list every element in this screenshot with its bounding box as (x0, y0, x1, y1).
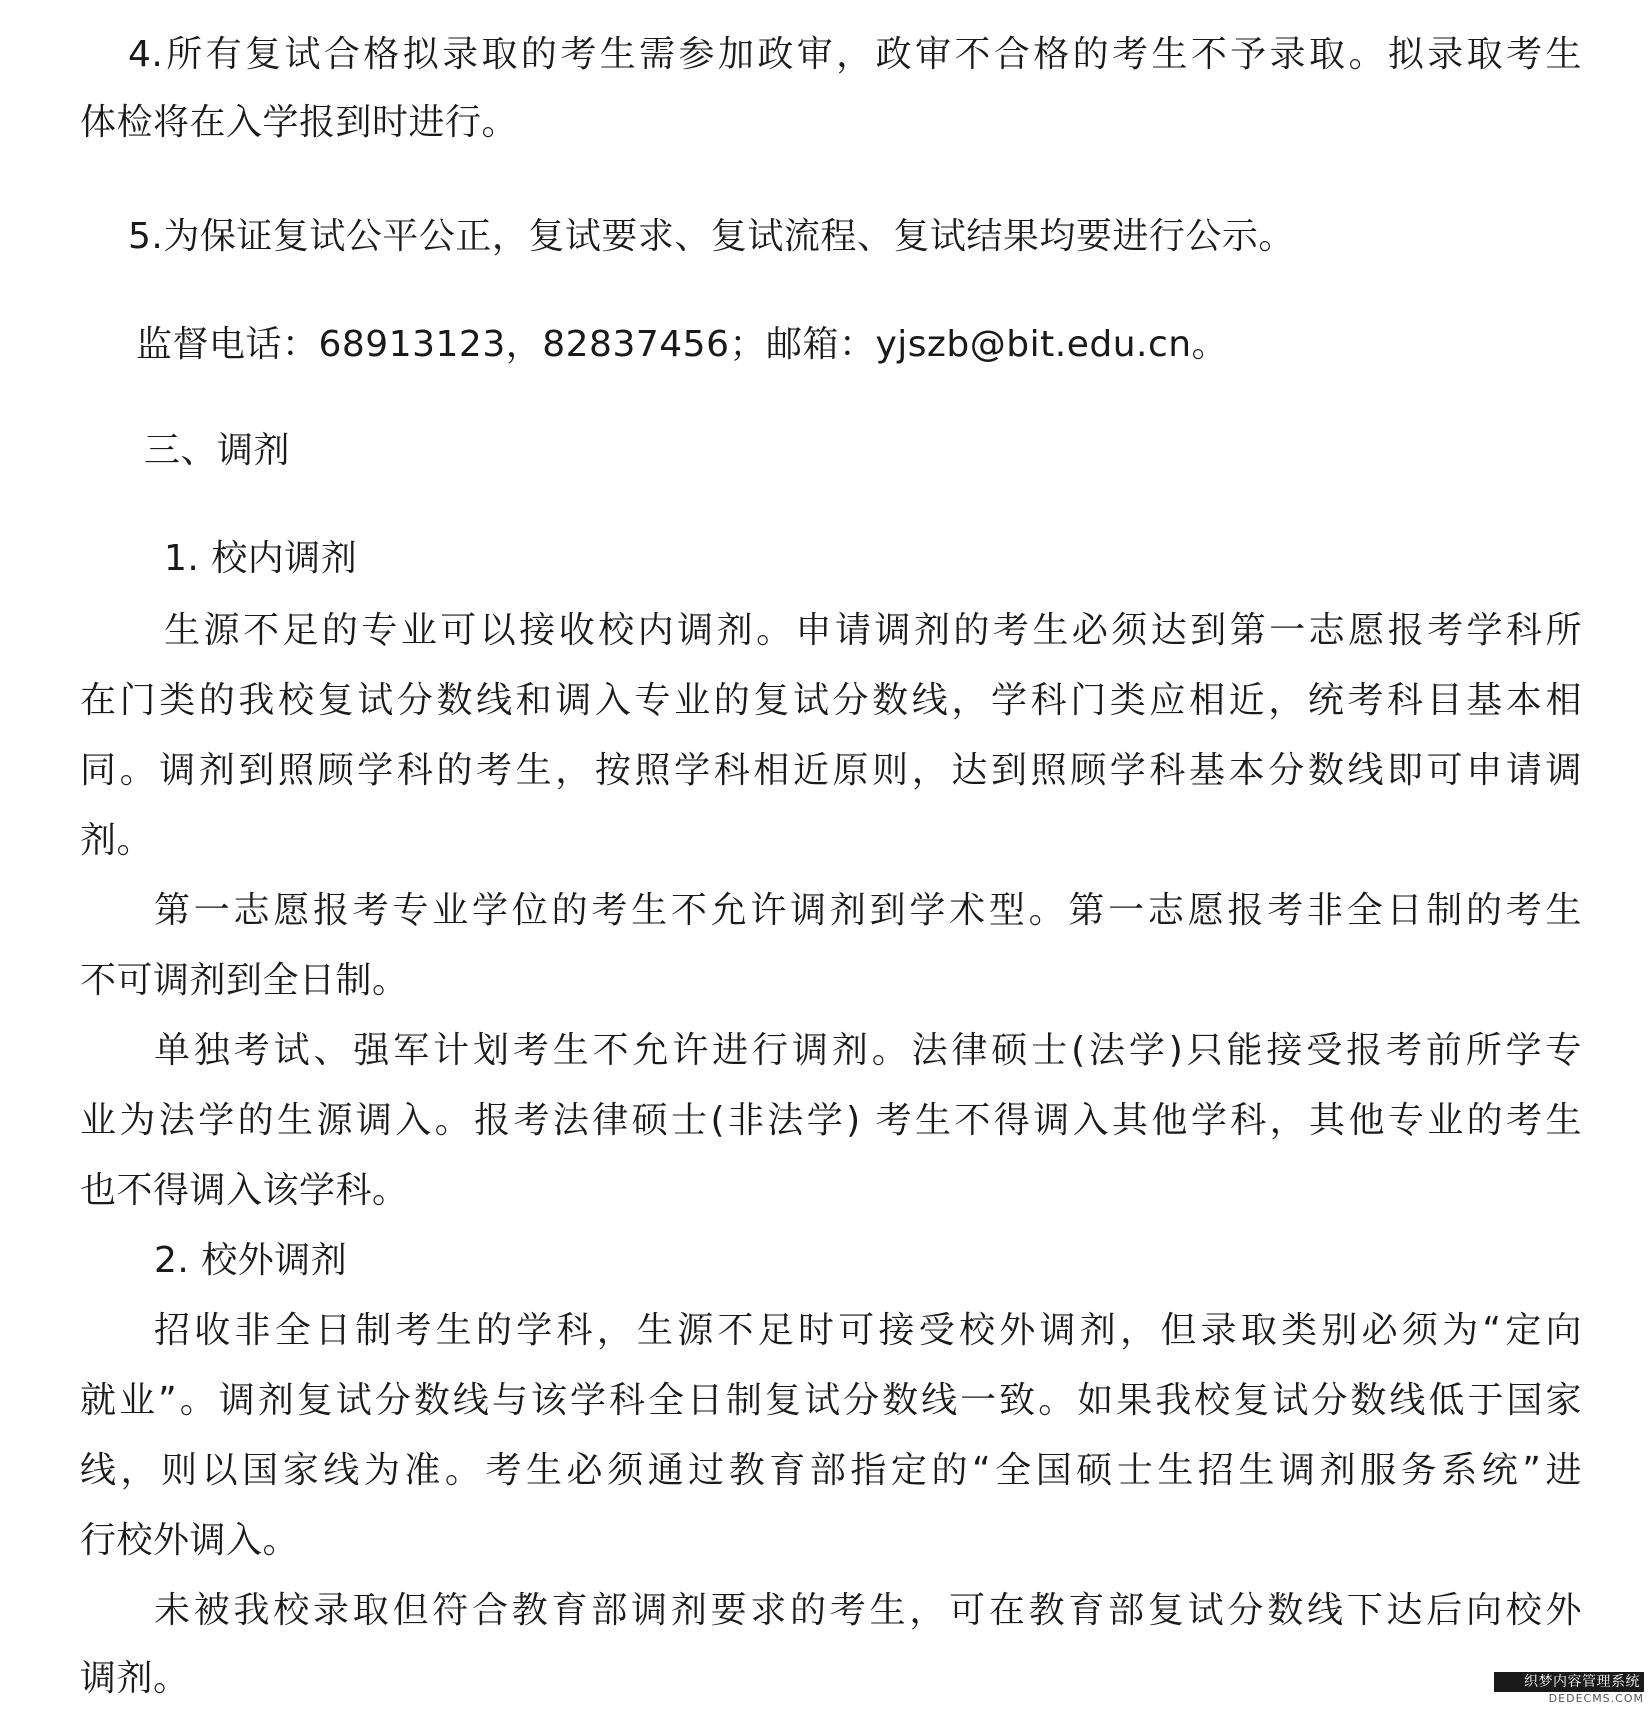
dedecms-watermark (1494, 1672, 1644, 1710)
sub1-para2-line-1: 第一志愿报考专业学位的考生不允许调剂到学术型。第一志愿报考非全日制的考生 (154, 890, 1582, 931)
sub1-para3-line-1: 单独考试、强军计划考生不允许进行调剂。法律硕士(法学)只能接受报考前所学专 (154, 1030, 1582, 1071)
sub2-para1-line-4: 行校外调入。 (80, 1520, 300, 1561)
sub2-para1-line-2: 就业”。调剂复试分数线与该学科全日制复试分数线一致。如果我校复试分数线低于国家 (80, 1380, 1582, 1421)
sub2-para2-line-1: 未被我校录取但符合教育部调剂要求的考生，可在教育部复试分数线下达后向校外 (154, 1590, 1582, 1631)
sub2-para1-line-1: 招收非全日制考生的学科，生源不足时可接受校外调剂，但录取类别必须为“定向 (154, 1310, 1582, 1351)
sub1-para1-line-3: 同。调剂到照顾学科的考生，按照学科相近原则，达到照顾学科基本分数线即可申请调 (80, 750, 1582, 791)
watermark-bottom-text: DEDECMS.COM (1548, 1692, 1644, 1705)
sub1-para1-line-2: 在门类的我校复试分数线和调入专业的复试分数线，学科门类应相近，统考科目基本相 (80, 680, 1582, 721)
item-4-line-1: 4.所有复试合格拟录取的考生需参加政审，政审不合格的考生不予录取。拟录取考生 (128, 34, 1582, 75)
section-3-heading: 三、调剂 (144, 430, 291, 471)
sub2-para1-line-3: 线，则以国家线为准。考生必须通过教育部指定的“全国硕士生招生调剂服务系统”进 (80, 1450, 1582, 1491)
item-4-line-2: 体检将在入学报到时进行。 (80, 102, 519, 143)
sub1-para3-line-3: 也不得调入该学科。 (80, 1170, 409, 1211)
contact-line: 监督电话：68913123，82837456；邮箱：yjszb@bit.edu.cn。 (136, 324, 1229, 365)
sub1-para2-line-2: 不可调剂到全日制。 (80, 960, 409, 1001)
item-5-line-1: 5.为保证复试公平公正，复试要求、复试流程、复试结果均要进行公示。 (128, 216, 1295, 257)
subsection-2-heading: 2. 校外调剂 (154, 1240, 348, 1281)
sub1-para3-line-2: 业为法学的生源调入。报考法律硕士(非法学) 考生不得调入其他学科，其他专业的考生 (80, 1100, 1582, 1141)
watermark-top-text: 织梦内容管理系统 (1494, 1672, 1644, 1692)
subsection-1-heading: 1. 校内调剂 (164, 538, 358, 579)
sub1-para1-line-4: 剂。 (80, 820, 154, 861)
sub1-para1-line-1: 生源不足的专业可以接收校内调剂。申请调剂的考生必须达到第一志愿报考学科所 (164, 610, 1582, 651)
sub2-para2-line-2: 调剂。 (80, 1658, 190, 1699)
